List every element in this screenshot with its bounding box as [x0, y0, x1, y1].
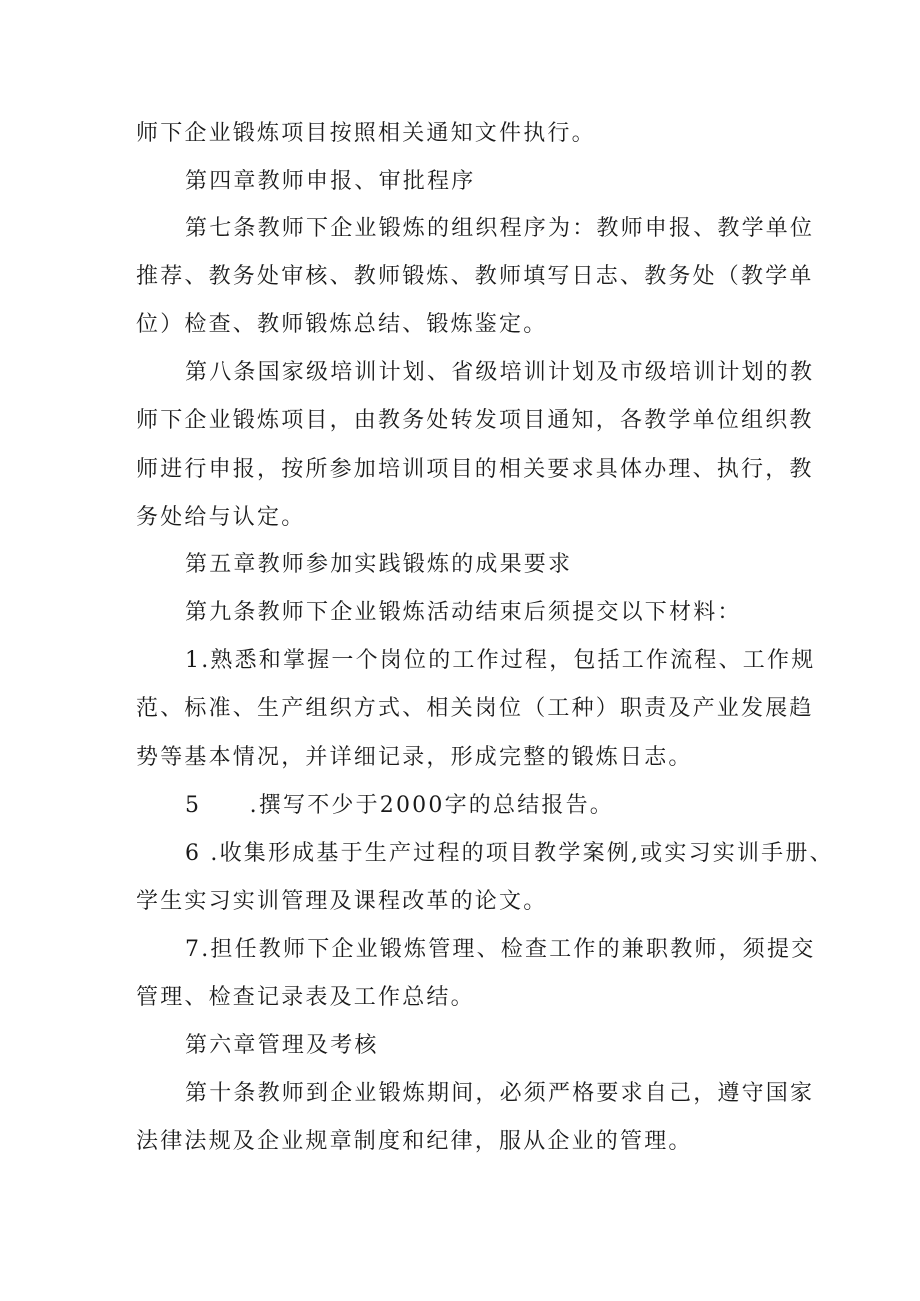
list-item: 7.担任教师下企业锻炼管理、检查工作的兼职教师，须提交: [185, 937, 816, 962]
list-item: 6 .收集形成基于生产过程的项目教学案例,或实习实训手册、: [185, 841, 834, 866]
text-line: 法律法规及企业规章制度和纪律，服从企业的管理。: [136, 1129, 693, 1154]
text-line: 师下企业锻炼项目按照相关通知文件执行。: [136, 121, 596, 146]
text-line: 推荐、教务处审核、教师锻炼、教师填写日志、教务处（教学单: [136, 264, 814, 289]
text-line: 务处给与认定。: [136, 505, 306, 530]
article-paragraph: 第十条教师到企业锻炼期间，必须严格要求自己，遵守国家: [185, 1081, 815, 1106]
text-line: 管理、检查记录表及工作总结。: [136, 985, 475, 1010]
text-line: 势等基本情况，并详细记录，形成完整的锻炼日志。: [136, 745, 693, 770]
list-item: 5 .撰写不少于2000字的总结报告。: [185, 793, 614, 818]
chapter-heading: 第六章管理及考核: [185, 1033, 379, 1058]
article-paragraph: 第九条教师下企业锻炼活动结束后须提交以下材料：: [185, 600, 742, 625]
article-paragraph: 第八条国家级培训计划、省级培训计划及市级培训计划的教: [185, 360, 815, 385]
chapter-heading: 第五章教师参加实践锻炼的成果要求: [185, 552, 573, 577]
text-line: 师进行申报，按所参加培训项目的相关要求具体办理、执行，教: [136, 457, 814, 482]
text-line: 学生实习实训管理及课程改革的论文。: [136, 889, 548, 914]
chapter-heading: 第四章教师申报、审批程序: [185, 169, 476, 194]
text-line: 位）检查、教师锻炼总结、锻炼鉴定。: [136, 312, 548, 337]
text-line: 师下企业锻炼项目，由教务处转发项目通知，各教学单位组织教: [136, 408, 814, 433]
list-item: 1.熟悉和掌握一个岗位的工作过程，包括工作流程、工作规: [185, 648, 816, 673]
text-line: 范、标准、生产组织方式、相关岗位（工种）职责及产业发展趋: [136, 696, 814, 721]
article-paragraph: 第七条教师下企业锻炼的组织程序为：教师申报、教学单位: [185, 216, 815, 241]
